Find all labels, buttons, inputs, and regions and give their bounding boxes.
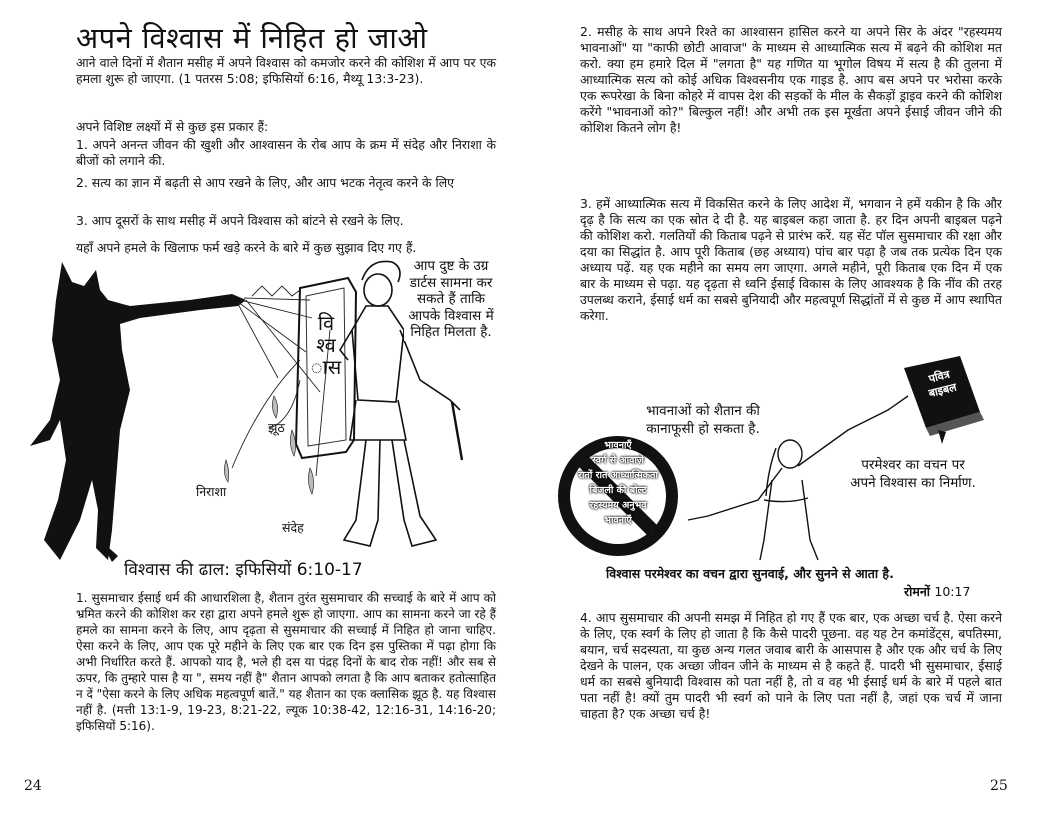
quench-darts-label: आप दुष्ट के उग्र डार्टस सामना कर सकते हैं ताकि आपके विश्वास में निहित मिलता है. bbox=[404, 258, 498, 341]
goals-heading: अपने विशिष्ट लक्ष्यों में से कुछ इस प्रकार हैं: bbox=[76, 119, 269, 134]
lie-label: झूठ bbox=[268, 420, 285, 435]
figure-caption: विश्वास की ढाल: इफिसियों 6:10-17 bbox=[124, 560, 363, 580]
page-title: अपने विश्वास में निहित हो जाओ bbox=[76, 21, 428, 55]
verse-reference-number: 10:17 bbox=[934, 584, 971, 599]
circle-word-6: भावनाएँ bbox=[604, 515, 632, 526]
shield-word bbox=[308, 312, 344, 378]
despair-label: निराशा bbox=[196, 484, 227, 499]
paragraph-4: 4. आप सुसमाचार की अपनी समझ में निहित हो गए हैं एक बार, एक अच्छा चर्च है. ऐसा करने के लिए, एक स्वर्ग के लिए हो जाता है कि कैसे पादरी पूछना. वह यह टेन कमांडेंट्स, बपतिस्मा, बयान, चर्च सदस्यता, या कुछ अन्य गलत जवाब बारी के आसपास है और एक और चर्च के लिए देखने के पालन, एक अच्छा जीवन जीने के माध्यम से है कहते हैं. पादरी भी सुसमाचार, ईसाई धर्म का सबसे बुनियादी विश्वास को पता नहीं है, तो व वह भी ईसाई धर्म के बारे में पहले बात पता नहीं है! क्यों तुम पादरी भी स्वर्ग को पाने के लिए पता नहीं है, जहां एक चर्च में जाना चाहता है? एक अच्छा चर्च है! bbox=[580, 610, 1002, 721]
circle-word-5: रहस्यमय अनुभव bbox=[589, 500, 647, 511]
circle-word-1: भावनाएँ bbox=[604, 440, 632, 451]
circle-words bbox=[558, 438, 678, 528]
bible-title-line-2: बाइबल bbox=[927, 380, 958, 401]
body-paragraph-1: 1. सुसमाचार ईसाई धर्म की आधारशिला है, शैतान तुरंत सुसमाचार की सच्चाई के बारे में आप को भ्रमित करने की कोशिश कर रहा द्वारा अपने हमले शुरू हो जाएगा. आप का सामना करने जा रहे हैं हमले का सामना करने के लिए, आप दृढ़ता से सुसमाचार की सच्चाई में निहित हो जाना चाहिए. ऐसा करने के लिए, आप एक पूरे महीने के लिए एक बार एक दिन इस पुस्तिका में पढ़ा होगा कि अभी निर्धारित करते हैं. आपको याद है, भले ही दस या पंद्रह दिनों के बाद रोक नहीं! और सब से ऊपर, कि तुम्हारे पास है या ", समय नहीं है" शैतान आपको लगता है कि आप बताकर हतोत्साहित न दें "ऐसा करने के लिए अधिक महत्वपूर्ण बातें." यह शैतान का एक क्लासिक झूठ है. यह विश्वास नहीं है. (मत्ती 13:1-9, 19-23, 8:21-22, ल्यूक 10:38-42, 12:16-31, 14:16-20; इफिसियों 5:16). bbox=[76, 591, 496, 733]
right-page bbox=[528, 0, 1056, 816]
verse-reference bbox=[904, 584, 970, 600]
intro-paragraph: आने वाले दिनों में शैतान मसीह में अपने विश्वास को कमजोर करने की कोशिश में आप पर एक हमला शुरू हो जाएगा. (1 पतरस 5:08; इफिसियों 6:16, मैथ्यू 13:3-23). bbox=[76, 55, 496, 86]
paragraph-3: 3. हमें आध्यात्मिक सत्य में विकसित करने के लिए आदेश में, भगवान ने हमें यकीन है कि और दृढ़ है कि सत्य का एक स्रोत दे दी है. यह बाइबल कहा जाता है. हर दिन अपनी बाइबल पढ़ने की कोशिश करो. गलतियों की किताब पढ़ने से प्रारंभ करें. यह सेंट पॉल सुसमाचार की रक्षा और दया का सिद्धांत है. आप पूरी किताब (छह अध्याय) पांच बार पढ़ा है जब तक प्रत्येक दिन एक अध्याय पढ़ें. यह एक महीने का समय लग जाएगा. अगले महीने, पूरी किताब एक दिन में एक बार के माध्यम से पढ़ा. यह दृढ़ता से ध्वनि ईसाई विकास के लिए आवश्यक है कि नींव की तरह उपलब्ध कराने, ईसाई धर्म का सबसे बुनियादी और महत्वपूर्ण सिद्धांतों में से कुछ में आप स्थापित करेगा. bbox=[580, 196, 1002, 323]
verse-quote: विश्वास परमेश्वर का वचन द्वारा सुनवाई, और सुनने से आता है. bbox=[606, 566, 894, 581]
doubt-label: संदेह bbox=[282, 520, 304, 535]
goal-item-1: 1. अपने अनन्त जीवन की खुशी और आश्वासन के रोब आप के क्रम में संदेह और निराशा के बीजों को लगाने की. bbox=[76, 137, 496, 168]
verse-reference-book: रोमनों bbox=[904, 584, 931, 599]
feelings-whisper-caption: भावनाओं को शैतान की कानाफूसी हो सकता है. bbox=[646, 403, 760, 437]
shield-word-line-2: श्व bbox=[316, 333, 336, 357]
goal-item-3: 3. आप दूसरों के साथ मसीह में अपने विश्वास को बांटने से रखने के लिए. bbox=[76, 213, 404, 228]
circle-word-3: रातों रात आध्यात्मिकता bbox=[578, 470, 658, 481]
page-number-left: 24 bbox=[24, 778, 42, 794]
paragraph-2: 2. मसीह के साथ अपने रिश्ते का आश्वासन हासिल करने या अपने सिर के अंदर "रहस्यमय भावनाओं" या "काफी छोटी आवाज" के माध्यम से आध्यात्मिक सत्य में बढ़ने की कोशिश मत करो. क्या हम हमारे दिल में "लगता है" यह गणित या भूगोल विषय में सत्य है की तुलना में आध्यात्मिक सत्य को कोई अधिक विश्वसनीय एक गाइड है. आप बस अपने पर भरोसा करके एक रूपरेखा के बिना कोहरे में वापस देश की सड़कों के मील के सैकड़ों ड्राइव करने की कोशिश करेंगे "भावनाओं को?" बिल्कुल नहीं! और अभी तक इस मूर्खता अपने ईसाई जीवन जीने की कोशिश कितने लोग है! bbox=[580, 24, 1002, 135]
shield-word-line-3: ास bbox=[310, 355, 342, 379]
devil-figure bbox=[30, 262, 246, 562]
shield-word-line-1: वि bbox=[317, 311, 335, 335]
circle-word-2: स्वर्ग से आवाज़े bbox=[592, 455, 644, 466]
goal-item-2: 2. सत्य का ज्ञान में बढ़ती से आप रखने के लिए, और आप भटक नेतृत्व करने के लिए bbox=[76, 175, 454, 190]
suggestions-line: यहाँ अपने हमले के खिलाफ फर्म खड़े करने के बारे में कुछ सुझाव दिए गए हैं. bbox=[76, 240, 417, 255]
circle-word-4: बिजली की बोल्ट bbox=[589, 485, 647, 496]
build-faith-caption: परमेश्वर का वचन पर अपने विश्वास का निर्माण. bbox=[850, 457, 976, 491]
bible-title-line-1: पवित्र bbox=[927, 367, 952, 386]
page-number-right: 25 bbox=[990, 778, 1008, 794]
